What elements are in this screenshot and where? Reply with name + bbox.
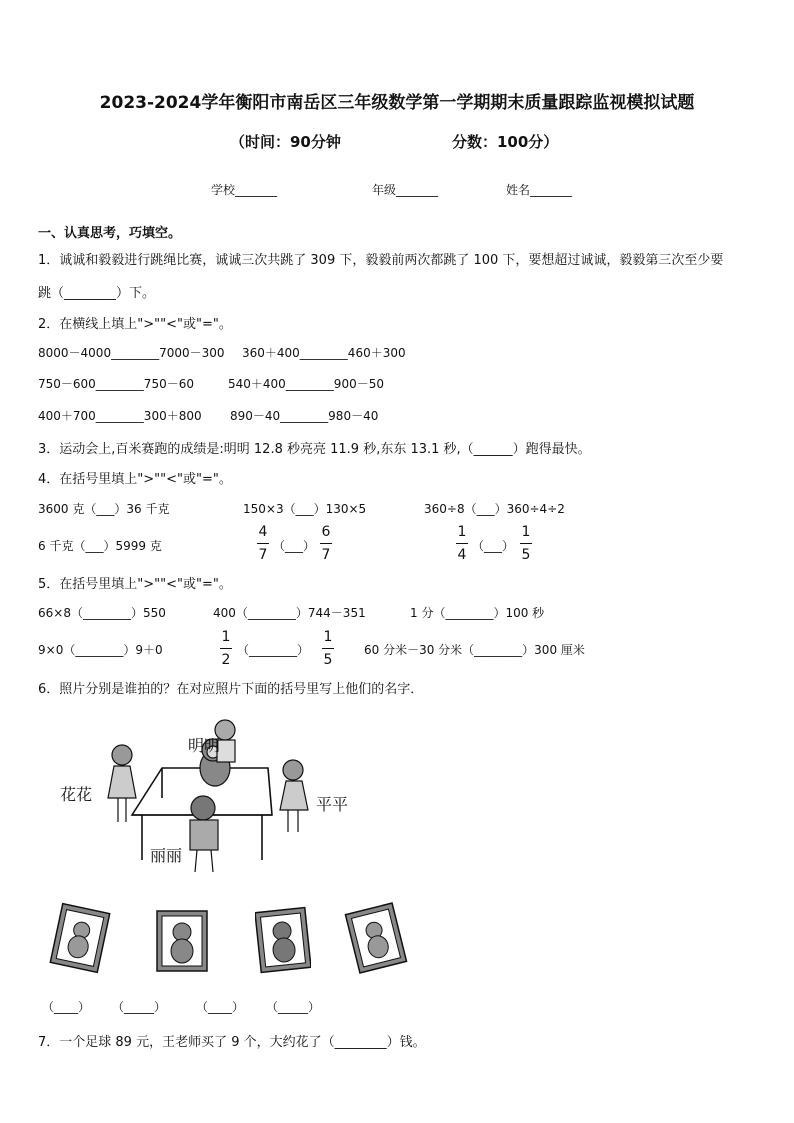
numerator: 1 xyxy=(457,524,467,540)
q5-blank-e[interactable]: （________） xyxy=(237,643,310,657)
q2-row1-right: 360＋400________460＋300 xyxy=(242,346,406,360)
page-title: 2023-2024学年衡阳市南岳区三年级数学第一学期期末质量跟踪监视模拟试题 xyxy=(99,93,695,113)
q6-prompt: 6．照片分别是谁拍的？在对应照片下面的括号里写上他们的名字． xyxy=(38,682,424,697)
denominator: 2 xyxy=(221,652,231,668)
photo-4 xyxy=(344,902,408,974)
q5-item-b: 400（________）744－351 xyxy=(213,606,366,620)
q1-line2: 跳（________）下。 xyxy=(38,286,156,301)
q5-fraction-1-2 xyxy=(220,630,232,667)
q2-row3-right: 890－40________980－40 xyxy=(230,409,379,423)
photo-1 xyxy=(48,902,112,974)
q4-blank-f[interactable]: （___） xyxy=(472,539,515,553)
name-field[interactable]: 姓名_______ xyxy=(506,183,573,197)
section-heading: 一、认真思考，巧填空。 xyxy=(38,226,182,241)
lili-figure xyxy=(190,796,218,872)
photo-1-blank[interactable]: （____） xyxy=(42,1000,91,1014)
photo-2 xyxy=(154,908,210,974)
photo-2-blank[interactable]: （_____） xyxy=(112,1000,167,1014)
numerator: 1 xyxy=(221,629,231,645)
label-huahua: 花花 xyxy=(60,785,93,804)
label-lili: 丽丽 xyxy=(150,846,183,865)
q5-fraction-1-5 xyxy=(322,630,334,667)
q4-item-c: 360÷8（___）360÷4÷2 xyxy=(424,502,565,516)
q2-row2-left: 750－600________750－60 xyxy=(38,377,194,391)
huahua-figure xyxy=(108,745,136,822)
q1-line1: 1．诚诚和毅毅进行跳绳比赛，诚诚三次共跳了 309 下，毅毅前两次都跳了 100 下，要想超过诚诚，毅毅第三次至少要 xyxy=(38,253,724,268)
q4-item-d: 6 千克（___）5999 克 xyxy=(38,539,162,553)
numerator: 4 xyxy=(258,524,268,540)
q4-prompt: 4．在括号里填上">""<"或"="。 xyxy=(38,472,232,487)
denominator: 5 xyxy=(323,652,333,668)
q2-prompt: 2．在横线上填上">""<"或"="。 xyxy=(38,317,232,332)
numerator: 1 xyxy=(323,629,333,645)
q2-row3-left: 400＋700________300＋800 xyxy=(38,409,202,423)
label-mingming: 明明 xyxy=(188,736,221,755)
q5-item-d: 9×0（________）9＋0 xyxy=(38,643,163,657)
q4-item-a: 3600 克（___）36 千克 xyxy=(38,502,170,516)
denominator: 7 xyxy=(258,547,268,563)
q3-text: 3．运动会上,百米赛跑的成绩是:明明 12.8 秒亮亮 11.9 秒,东东 13.1 秒,（______）跑得最快。 xyxy=(38,442,591,457)
denominator: 4 xyxy=(457,547,467,563)
label-pingping: 平平 xyxy=(316,795,349,814)
exam-score: 分数：100分） xyxy=(452,133,559,151)
q4-fraction-6-7 xyxy=(320,525,332,562)
photo-3 xyxy=(255,906,311,974)
photo-3-blank[interactable]: （____） xyxy=(196,1000,245,1014)
denominator: 5 xyxy=(521,547,531,563)
exam-time: （时间：90分钟 xyxy=(230,133,341,151)
q4-blank-e[interactable]: （___） xyxy=(273,539,316,553)
school-field[interactable]: 学校_______ xyxy=(211,183,278,197)
q2-row1-left: 8000－4000________7000－300 xyxy=(38,346,225,360)
q5-item-f: 60 分米－30 分米（________）300 厘米 xyxy=(364,643,585,657)
photo-4-blank[interactable]: （_____） xyxy=(266,1000,321,1014)
q5-prompt: 5．在括号里填上">""<"或"="。 xyxy=(38,577,232,592)
grade-field[interactable]: 年级_______ xyxy=(372,183,439,197)
q4-fraction-1-5 xyxy=(520,525,532,562)
numerator: 1 xyxy=(521,524,531,540)
numerator: 6 xyxy=(321,524,331,540)
q5-item-c: 1 分（________）100 秒 xyxy=(410,606,545,620)
pingping-figure xyxy=(280,760,308,832)
q4-item-b: 150×3（___）130×5 xyxy=(243,502,367,516)
q7-text: 7．一个足球 89 元，王老师买了 9 个，大约花了（________）钱。 xyxy=(38,1035,426,1050)
q2-row2-right: 540＋400________900－50 xyxy=(228,377,384,391)
q4-fraction-4-7 xyxy=(257,525,269,562)
q4-fraction-1-4 xyxy=(456,525,468,562)
denominator: 7 xyxy=(321,547,331,563)
q5-item-a: 66×8（________）550 xyxy=(38,606,166,620)
